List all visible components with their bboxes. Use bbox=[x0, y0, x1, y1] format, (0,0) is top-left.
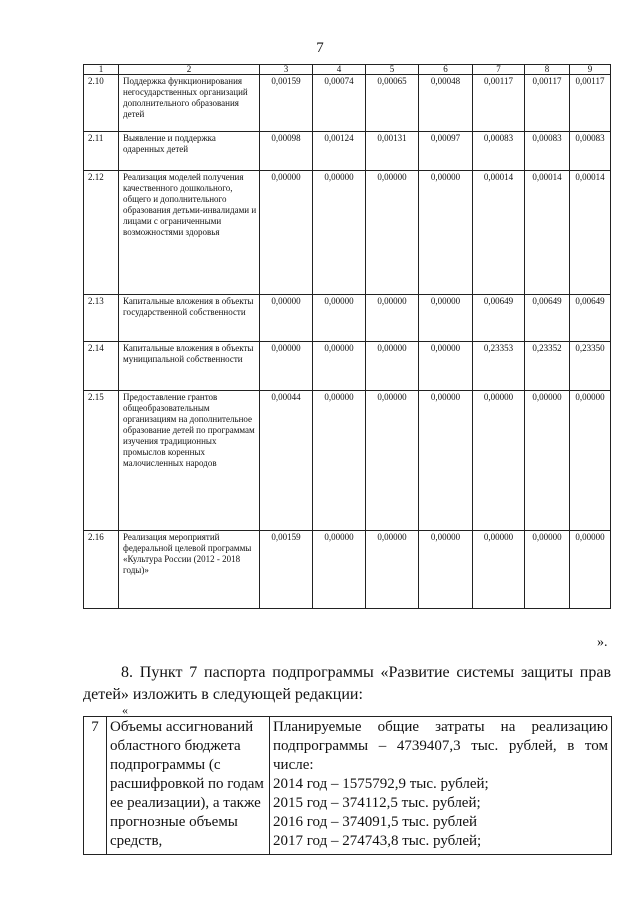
cell-value: 0,00159 bbox=[260, 531, 313, 609]
table-row bbox=[84, 391, 611, 531]
cell-value: 0,00074 bbox=[313, 75, 366, 132]
passport-row bbox=[84, 717, 612, 855]
row-number: 2.15 bbox=[84, 391, 119, 531]
cell-value: 0,00000 bbox=[366, 342, 419, 391]
row-name: Капитальные вложения в объекты государственной собственности bbox=[119, 295, 260, 342]
row-name: Реализация моделей получения качественного дошкольного, общего и дополнительного образования детьми-инвалидами и лицами с ограниченными возможностями здоровья bbox=[119, 171, 260, 295]
page-number: 7 bbox=[316, 40, 324, 56]
row-number: 2.14 bbox=[84, 342, 119, 391]
cell-value: 0,00014 bbox=[473, 171, 525, 295]
column-header: 5 bbox=[366, 65, 419, 75]
table-header-row bbox=[84, 65, 611, 75]
cell-value: 0,00124 bbox=[313, 132, 366, 171]
cell-value: 0,00000 bbox=[260, 295, 313, 342]
column-header: 9 bbox=[570, 65, 611, 75]
cell-value: 0,00159 bbox=[260, 75, 313, 132]
table-row bbox=[84, 342, 611, 391]
cell-value: 0,23350 bbox=[570, 342, 611, 391]
passport-item-number: 7 bbox=[84, 717, 107, 855]
amendment-text: 8. Пункт 7 паспорта подпрограммы «Развитие системы защиты прав детей» изложить в следующей редакции: bbox=[83, 664, 611, 703]
cell-value: 0,00000 bbox=[570, 531, 611, 609]
cell-value: 0,00000 bbox=[366, 171, 419, 295]
cell-value: 0,00000 bbox=[313, 342, 366, 391]
passport-table bbox=[83, 716, 612, 855]
column-header: 4 bbox=[313, 65, 366, 75]
cell-value: 0,00083 bbox=[473, 132, 525, 171]
year-line: 2017 год – 274743,8 тыс. рублей; bbox=[273, 833, 482, 849]
cell-value: 0,00000 bbox=[366, 391, 419, 531]
row-name: Поддержка функционирования негосударственных организаций дополнительного образования детей bbox=[119, 75, 260, 132]
cell-value: 0,00117 bbox=[525, 75, 570, 132]
year-line: 2014 год – 1575792,9 тыс. рублей; bbox=[273, 776, 489, 792]
row-number: 2.11 bbox=[84, 132, 119, 171]
column-header: 1 bbox=[84, 65, 119, 75]
cell-value: 0,00098 bbox=[260, 132, 313, 171]
column-header: 7 bbox=[473, 65, 525, 75]
cell-value: 0,00000 bbox=[570, 391, 611, 531]
indicators-table bbox=[83, 64, 611, 609]
cell-value: 0,00000 bbox=[419, 295, 473, 342]
column-header: 6 bbox=[419, 65, 473, 75]
cell-value: 0,00000 bbox=[525, 531, 570, 609]
cell-value: 0,00014 bbox=[525, 171, 570, 295]
cell-value: 0,00000 bbox=[419, 391, 473, 531]
column-header: 3 bbox=[260, 65, 313, 75]
cell-value: 0,00014 bbox=[570, 171, 611, 295]
cell-value: 0,00000 bbox=[313, 295, 366, 342]
row-number: 2.16 bbox=[84, 531, 119, 609]
cell-value: 0,00000 bbox=[260, 342, 313, 391]
table-row bbox=[84, 132, 611, 171]
cell-value: 0,00048 bbox=[419, 75, 473, 132]
cell-value: 0,00000 bbox=[260, 171, 313, 295]
cell-value: 0,00649 bbox=[570, 295, 611, 342]
cell-value: 0,00000 bbox=[473, 531, 525, 609]
row-name: Предоставление грантов общеобразовательным организациям на дополнительное образование детей по программам изучения традиционных промыслов коренных малочисленных народов bbox=[119, 391, 260, 531]
year-line: 2016 год – 374091,5 тыс. рублей bbox=[273, 814, 478, 830]
cell-value: 0,00000 bbox=[313, 391, 366, 531]
cell-value: 0,00649 bbox=[525, 295, 570, 342]
cell-value: 0,00065 bbox=[366, 75, 419, 132]
row-name: Выявление и поддержка одаренных детей bbox=[119, 132, 260, 171]
column-header: 8 bbox=[525, 65, 570, 75]
cell-value: 0,00117 bbox=[570, 75, 611, 132]
cell-value: 0,00000 bbox=[419, 531, 473, 609]
cell-value: 0,23353 bbox=[473, 342, 525, 391]
cell-value: 0,00000 bbox=[366, 531, 419, 609]
table-row bbox=[84, 171, 611, 295]
cell-value: 0,00000 bbox=[473, 391, 525, 531]
cell-value: 0,00083 bbox=[570, 132, 611, 171]
closing-quote: ». bbox=[597, 635, 608, 650]
passport-intro: Планируемые общие затраты на реализацию подпрограммы – 4739407,3 тыс. рублей, в том числе: bbox=[273, 719, 608, 773]
row-number: 2.10 bbox=[84, 75, 119, 132]
cell-value: 0,00000 bbox=[525, 391, 570, 531]
cell-value: 0,00000 bbox=[419, 171, 473, 295]
cell-value: 0,00000 bbox=[419, 342, 473, 391]
column-header: 2 bbox=[119, 65, 260, 75]
passport-item-content bbox=[270, 717, 612, 855]
opening-quote: « bbox=[122, 703, 128, 717]
table-row bbox=[84, 75, 611, 132]
row-name: Реализация мероприятий федеральной целевой программы «Культура России (2012 - 2018 годы)» bbox=[119, 531, 260, 609]
table-row bbox=[84, 295, 611, 342]
cell-value: 0,00097 bbox=[419, 132, 473, 171]
row-name: Капитальные вложения в объекты муниципальной собственности bbox=[119, 342, 260, 391]
cell-value: 0,00000 bbox=[313, 171, 366, 295]
passport-item-label: Объемы ассигнований областного бюджета подпрограммы (с расшифровкой по годам ее реализации), а также прогнозные объемы средств, bbox=[107, 717, 270, 855]
cell-value: 0,00044 bbox=[260, 391, 313, 531]
cell-value: 0,00083 bbox=[525, 132, 570, 171]
cell-value: 0,00000 bbox=[366, 295, 419, 342]
cell-value: 0,00117 bbox=[473, 75, 525, 132]
cell-value: 0,00000 bbox=[313, 531, 366, 609]
cell-value: 0,00131 bbox=[366, 132, 419, 171]
row-number: 2.13 bbox=[84, 295, 119, 342]
year-line: 2015 год – 374112,5 тыс. рублей; bbox=[273, 795, 481, 811]
amendment-paragraph bbox=[83, 662, 611, 706]
cell-value: 0,23352 bbox=[525, 342, 570, 391]
cell-value: 0,00649 bbox=[473, 295, 525, 342]
table-row bbox=[84, 531, 611, 609]
row-number: 2.12 bbox=[84, 171, 119, 295]
